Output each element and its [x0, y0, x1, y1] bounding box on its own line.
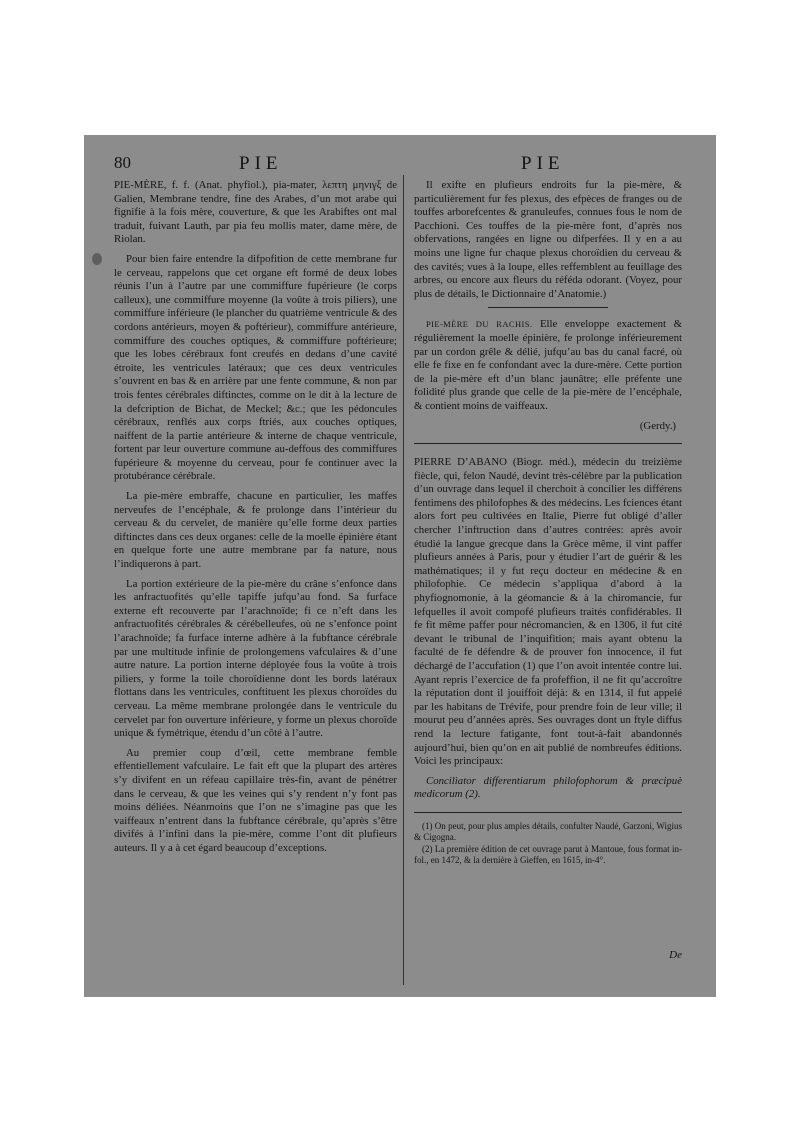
footnote: (1) On peut, pour plus amples détails, confulter Naudé, Garzoni, Wigius & Cigogna.	[414, 820, 682, 843]
footnote: (2) La première édition de cet ouvrage parut à Mantoue, fous format in-fol., en 1472, & la dernière à Gieffen, en 1615, in-4°.	[414, 843, 682, 866]
article-author: (Gerdy.)	[639, 419, 676, 432]
body-paragraph: La pie-mère embraffe, chacune en particulier, les maffes nerveufes de l’encéphale, & fe prolonge dans l’intérieur du cerveau & du cervelet, de manière qu’elle forme deux parties diftinctes dans ces deux organes: celle de la moelle épinière étant en quelque forte une autre membrane par fa nature, nous l’indiquerons à part.	[114, 490, 397, 571]
body-paragraph: Pour bien faire entendre la difpofition de cette membrane fur le cerveau, rappelons que cet organe eft formé de deux lobes réunis l’un à l’autre par une commiffure fupérieure (le corps calleux), une commiffure moyenne (la voûte à trois piliers), une commiffure inférieure (le plancher du quatrième ventricule & des cordons antérieurs, moyen & poftérieur), commiffure antérieure, commiffure des couches optiques, & commiffure poftérieure; que les lobes cérébraux font creufés en dedans d’une cavité étroite, les ventricules latéraux; que ces deux ventricules s’ouvrent en bas & en arrière par une fente commune, & non par trois fentes cérébrales diftinctes, comme on le dit à la lecture de la defcription de Bichat, de Meckel; &c.; que les pédoncules cérébraux, renflés aux corps ftriés, aux couches optiques, naiffent de la partie antérieure & interne de chaque ventricule, fortent par leur ouverture commune au-deffous des commiffures fupérieure & moyenne du cerveau, pour fe continuer avec la protubérance cérébrale.	[114, 252, 397, 483]
left-column	[114, 179, 397, 862]
section-rule	[414, 443, 682, 444]
pie-mere-definition: PIE-MÈRE, f. f. (Anat. phyfiol.), pia-mater, λεπτη μηνιγξ de Galien, Membrane tendre, fine des Arabes, d’un mot arabe qui fignifie à la fois mère, couverture, & que les Arabiftes ont mal traduit, fuivant Lauth, par pia feu mollis mater, dame mère, de Riolan.	[114, 179, 397, 246]
footnote-rule	[414, 812, 682, 813]
footnotes	[414, 821, 682, 867]
column-divider	[403, 175, 404, 985]
work-citation	[414, 775, 682, 802]
catchword: De	[669, 949, 682, 961]
running-head-left: PIE	[239, 153, 283, 174]
body-paragraph: Au premier coup d’œil, cette membrane femble effentiellement vafculaire. Le fait eft que la plupart des artères s’y divifent en un réfeau capillaire très-fin, avant de pénétrer dans le cerveau, & que les veines qui s’y rendent n’y font pas moins déliées. Néanmoins que l’on ne s’imagine pas que les vaiffeaux n’entrent dans la fubftance cérébrale, qu’après s’être divifés à l’infini dans la pie-mère, comme l’ont dit plufieurs auteurs. Il y a à cet égard beaucoup d’exceptions.	[114, 746, 397, 854]
book-page	[84, 135, 716, 997]
right-column	[414, 179, 682, 867]
rachis-paragraph	[414, 318, 682, 413]
body-paragraph: La portion extérieure de la pie-mère du crâne s’enfonce dans les anfractuofités qu’elle tapiffe jufqu’au fond. Sa furface externe eft recouverte par l’arachnoïde; fi ce n’eft dans les anfractuofités cérébrales & cérébelleufes, où ne s’enfonce point l’arachnoïde; fa furface interne adhère à la fubftance cérébrale par une multitude infinie de prolongemens vafculaires & d’une autre nature. La portion interne déployée fous la voûte à trois piliers, y forme la toile choroïdienne dont les bords latéraux flottans dans les ventricules, conftituent les plexus choroïdes du cerveau. La même membrane prolongée dans le ventricule du cervelet par fon ouverture inférieure, y forme un plexus choroïde unique & fymétrique, étendu d’un côté à l’autre.	[114, 577, 397, 740]
body-paragraph: Il exifte en plufieurs endroits fur la pie-mère, & particulièrement fur fes plexus, des efpèces de franges ou de touffes arborefcentes & granuleufes, connues fous le nom de Pacchioni. Ces touffes de la pie-mère font, d’après nos obfervations, rangées en ligne ou difperfées. Il y en a au moins une ligne fur chaque plexus choroïdien du cerveau & des cavités; vues à la loupe, elles reffemblent au feuillage des arbres, ou encore aux fleurs du réféda odorant. (Voyez, pour plus de détails, le Dictionnaire d’Anatomie.)	[414, 179, 682, 300]
page-number: 80	[114, 153, 131, 172]
rachis-heading: PIE-MÈRE DU RACHIS.	[426, 319, 533, 330]
ink-smudge	[92, 253, 102, 265]
running-head-right: PIE	[521, 153, 565, 174]
work-citation-text: Conciliator differentiarum philofophorum & præcipuè medicorum (2).	[414, 774, 682, 801]
section-rule	[488, 307, 608, 308]
running-header	[84, 153, 716, 175]
abano-entry: PIERRE D’ABANO (Biogr. méd.), médecin du treizième fiècle, qui, felon Naudé, devint très-célèbre par la publication d’un ouvrage dans lequel il cherchoit à concilier les différens fentimens des philofophes & des médecins. Les fciences étant alors fort peu cultivées en Italie, Pierre fut obligé d’aller chercher l’inftruction dans d’autres contrées: après avoir étudié la langue grecque dans la Grèce même, il vint paffer plufieurs années à Paris, pour y étudier l’art de guérir & les mathématiques; il y fut reçu docteur en médecine & en philofophie. Ce médecin s’appliqua d’abord à la phyfiognomonie, à la géomancie & à la chiromancie, fur lefquelles il avoit compofé plufieurs traités confidérables. Il fe fit même paffer pour nécromancien, & en 1306, il fut cité devant le tribunal de l’inquifition; mais ayant obtenu la faculté de fe défendre & de prouver fon innocence, il fut déchargé de l’accufation (1) que l’on avoit intentée contre lui. Ayant repris l’exercice de fa profeffion, il ne fit qu’accroître la réputation dont il jouiffoit déjà: & en 1314, il fut appelé par les habitans de Trévife, pour prendre foin de leur ville; il mourut peu d’années après. Ses ouvrages dont un ftyle diffus rend la lecture fatigante, font tout-à-fait abandonnés aujourd’hui, bien qu’on en ait publié de nombreufes éditions. Voici les principaux:	[414, 456, 682, 768]
rachis-text: Elle enveloppe exactement & régulièrement la moelle épinière, fe prolonge inférieurement par un cordon grêle & délié, jufqu’au bas du canal facré, où elle fe fixe en fe confondant avec la dure-mère. Cette portion de la pie-mère eft d’un blanc jaunâtre; elle préfente une folidité plus grande que celle de la pie-mère de l’encéphale, & contient moins de vaiffeaux.	[414, 318, 682, 412]
